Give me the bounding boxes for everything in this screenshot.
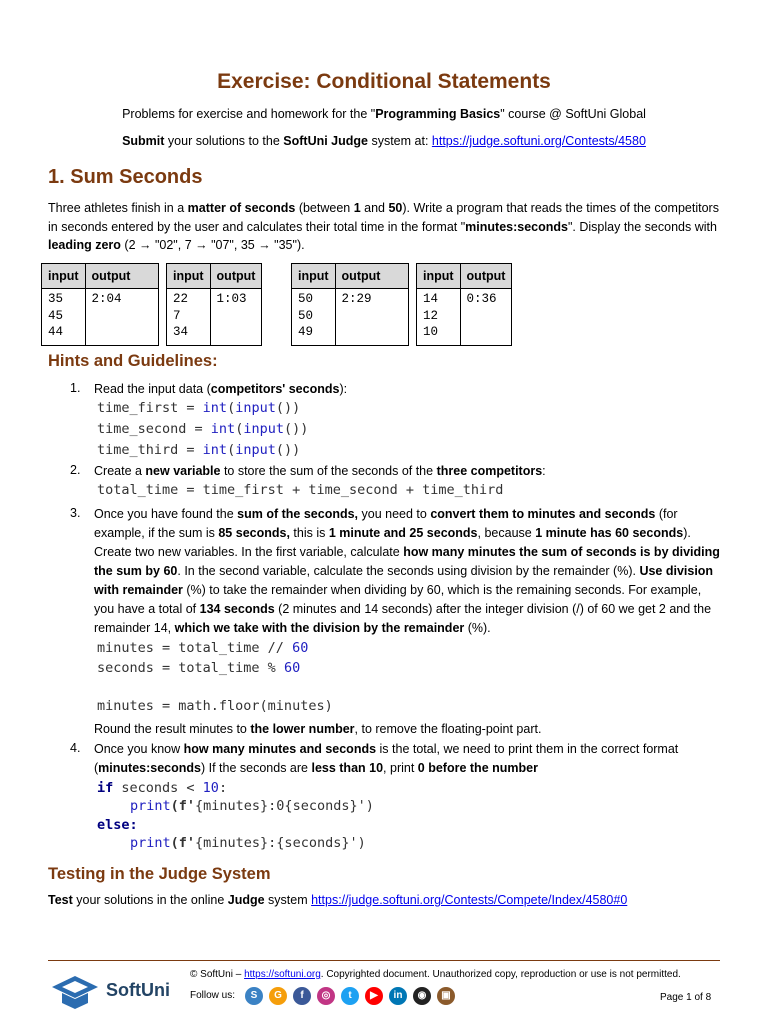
code-cond: seconds < [113,780,203,796]
copyright-notice: . Copyrighted document. Unauthorized copy, reproduction or use is not permitted. [320,969,681,980]
subtitle-text: Problems for exercise and homework for the " [122,107,376,121]
softuni-icon[interactable]: S [245,987,263,1005]
output-cell: 0:36 [460,289,512,346]
example-table-1 [41,263,159,346]
example-table-4 [416,263,512,346]
code-seconds [97,660,300,676]
col-output: output [460,264,512,289]
youtube-icon[interactable]: ▶ [365,987,383,1005]
submit-bold: Submit [122,134,165,148]
code-print-1 [130,798,374,814]
submit-text-2: system at: [367,134,432,148]
code-read-third: time_third = int(input()) [97,442,301,458]
subtitle [0,107,768,121]
step-number: 2. [70,463,81,477]
test-bold: Test [48,893,73,907]
code-var: time_first [97,400,179,416]
code-read-first: time_first = int(input()) [97,400,301,416]
page-number: Page 1 of 8 [660,992,712,1003]
code-line: seconds = total_time % [97,660,284,676]
code-paren: ()) [275,442,301,458]
code-op: = [178,442,203,458]
test-text-2: system [264,893,312,907]
step-3-text: Once you have found the sum of the seconds, you need to convert them to minutes and seconds (for example, if the sum is 85 seconds, this is 1 minute and 25 seconds, because 1 minute has 60 seconds). Create two new variables. In the first variable, calculate how many minutes the sum of seconds is by dividing the sum by 60. In the second variable, calculate the seconds using division by the remainder (%). Use division with remainder (%) to take the remainder when dividing by 60, which is the remaining seconds. For example, you have a total of 134 seconds (2 minutes and 14 seconds) after the integer division (/) of 60 we get 2 and the remainder 14, which we take with the division by the remainder (%). [94,507,720,635]
code-args: {minutes}:{seconds}') [195,835,366,851]
problem-description: Three athletes finish in a matter of seconds (between 1 and 50). Write a program that reads the times of the competitors in seconds entered by the user and calculates their total time in the format "minutes:seconds". Display the seconds with leading zero (2 → "02", 7 → "07", 35 → "35"). [48,201,719,252]
code-keyword: if [97,780,114,796]
code-op: = [186,421,211,437]
input-cell: 35 45 44 [42,289,86,346]
follow-us-label: Follow us: [190,990,236,1001]
code-var: time_third [97,442,179,458]
testing-heading: Testing in the Judge System [48,865,271,883]
copyright [190,969,681,980]
code-fn: int [202,442,228,458]
submit-text: your solutions to the [164,134,284,148]
code-args: {minutes}:0{seconds}') [195,798,374,814]
code-minutes [97,640,308,656]
podcast-icon[interactable]: ▣ [437,987,455,1005]
step-number: 1. [70,381,81,395]
code-fn: int [210,421,236,437]
example-table-2 [166,263,262,346]
code-colon: : [218,780,228,796]
softuni-link[interactable]: https://softuni.org [244,969,321,980]
output-cell: 2:29 [335,289,408,346]
test-judge: Judge [227,893,265,907]
problem-heading: 1. Sum Seconds [48,166,203,188]
page-title: Exercise: Conditional Statements [217,70,551,93]
logo-text: SoftUni [106,980,170,1000]
judge-contest-link[interactable]: https://judge.softuni.org/Contests/4580 [431,134,646,148]
code-number: 60 [292,640,309,656]
code-print-2 [130,835,366,851]
code-else: else: [97,817,138,833]
test-text: your solutions in the online [72,893,228,907]
col-output: output [335,264,408,289]
step-3-note: Round the result minutes to the lower number, to remove the floating-point part. [94,722,542,736]
subtitle-course: Programming Basics [375,107,501,121]
code-number: 60 [283,660,301,676]
twitter-icon[interactable]: t [341,987,359,1005]
code-number: 10 [202,780,219,796]
code-fstring: (f' [170,798,196,814]
code-fn: input [235,442,276,458]
code-var: time_second [97,421,187,437]
github-icon[interactable]: ◉ [413,987,431,1005]
code-fn: print [130,798,171,814]
footer-divider [48,960,720,961]
code-op: = [178,400,203,416]
judge-compete-link[interactable]: https://judge.softuni.org/Contests/Compete/Index/4580#0 [311,893,628,907]
step-number: 4. [70,741,81,755]
code-paren: ()) [275,400,301,416]
input-cell: 50 50 49 [292,289,336,346]
output-cell: 2:04 [85,289,158,346]
code-floor: minutes = math.floor(minutes) [97,698,333,714]
code-line: minutes = total_time // [97,640,293,656]
softuni-global-icon[interactable]: G [269,987,287,1005]
code-paren: ()) [283,421,309,437]
code-total-time: total_time = time_first + time_second + time_third [97,482,504,498]
output-cell: 1:03 [210,289,262,346]
col-input: input [292,264,336,289]
instagram-icon[interactable]: ◎ [317,987,335,1005]
step-1-text: Read the input data (competitors' seconds): [94,382,348,396]
code-read-second: time_second = int(input()) [97,421,309,437]
softuni-logo [50,972,180,1012]
step-number: 3. [70,506,81,520]
testing-text [48,891,723,910]
social-links [245,987,455,1005]
col-input: input [417,264,461,289]
submit-judge: SoftUni Judge [283,134,368,148]
code-fn: int [202,400,228,416]
col-input: input [167,264,211,289]
copyright-text: © SoftUni – [190,969,245,980]
input-cell: 14 12 10 [417,289,461,346]
col-output: output [210,264,262,289]
step-4-text: Once you know how many minutes and seconds is the total, we need to print them in the correct format (minutes:seconds) If the seconds are less than 10, print 0 before the number [94,742,679,775]
code-fn: input [235,400,276,416]
step-2-text: Create a new variable to store the sum of the seconds of the three competitors: [94,464,546,478]
code-if [97,780,227,796]
example-table-3 [291,263,409,346]
code-fstring: (f' [170,835,196,851]
graduation-cap-icon [50,972,100,1012]
subtitle-text-end: " course @ SoftUni Global [500,107,646,121]
hints-heading: Hints and Guidelines: [48,352,218,370]
input-cell: 22 7 34 [167,289,211,346]
submit-line [0,134,768,148]
col-output: output [85,264,158,289]
code-fn: input [243,421,284,437]
linkedin-icon[interactable]: in [389,987,407,1005]
code-fn: print [130,835,171,851]
col-input: input [42,264,86,289]
facebook-icon[interactable]: f [293,987,311,1005]
